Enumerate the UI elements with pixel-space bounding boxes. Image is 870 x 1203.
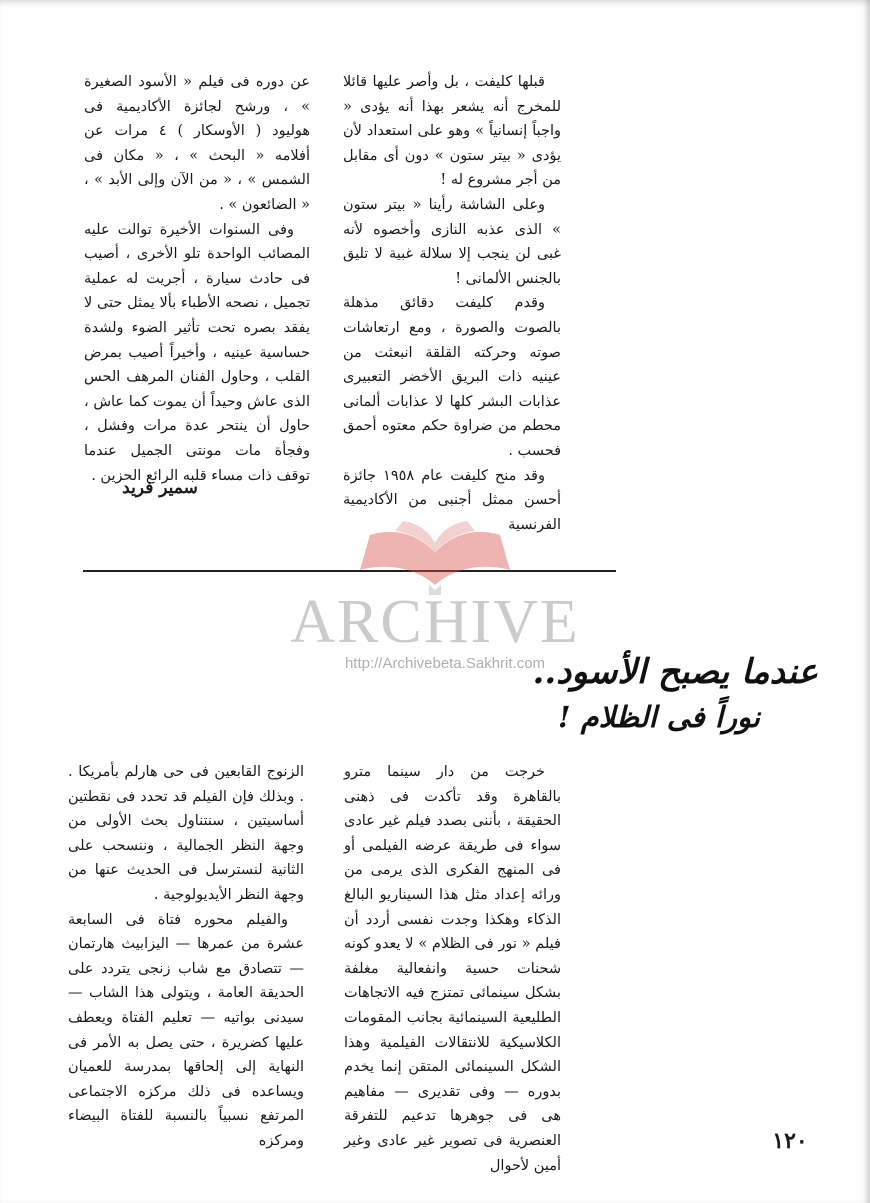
article-right-column (344, 760, 561, 1178)
paragraph: قبلها كليفت ، بل وأصر عليها قائلا للمخرج أنه يشعر بهذا أنه يؤدى « واجباً إنسانياً » وهو على استعداد لأن يؤدى « بيتر ستون » دون أى مقابل من أجر مشروع له ! (343, 74, 561, 189)
article-left-column (68, 760, 304, 1154)
paragraph: وفى السنوات الأخيرة توالت عليه المصائب الواحدة تلو الأخرى ، أصيب فى حادث سيارة ، أجريت له عملية تجميل ، نصحه الأطباء بألا يمثل حتى لا يفقد بصره تحت تأثير الضوء ولشدة حساسية عينيه ، وأخيراً أصيب بمرض القلب ، وحاول الفنان المرهف الحس الذى عاش وحيداً أن يموت كما عاش ، حاول أن ينتحر عدة مرات وفشل ، وفجأة مات مونتى الجميل عندما توقف ذات مساء قلبه الرائع الحزين . (84, 221, 310, 484)
watermark (280, 515, 590, 675)
page-number: ١٢٠ (772, 1128, 808, 1154)
watermark-text: ARCHIVE (290, 588, 580, 656)
watermark-url: http://Archivebeta.Sakhrit.com (344, 655, 546, 672)
paragraph: خرجت من دار سينما مترو بالقاهرة وقد تأكدت فى ذهنى الحقيقة ، بأننى بصدد فيلم غير عادى سواء فى طريقة عرضه الفيلمى أو فى المنهج الفكرى الذى يرمى من ورائه إعداد مثل هذا السيناريو البالغ الذكاء وهكذا وجدت نفسى أردد أن فيلم « نور فى الظلام » لا يعدو كونه شحنات حسية وانفعالية مغلفة بشكل سينمائى تمتزج فيه الاتجاهات الطليعية السينمائية بجانب المقومات الكلاسيكية للانتقالات الفيلمية وهذا الشكل السينمائى المتقن إنما يخدم بدوره — وفى تقديرى — مفاهيم هى فى جوهرها تدعيم للتفرقة العنصرية فى تصوير غير عادى وغير أمين لأحوال (344, 764, 561, 1174)
article-title-line-2: نوراً فى الظلام ! (557, 700, 760, 734)
paragraph: وقدم كليفت دقائق مذهلة بالصوت والصورة ، ومع ارتعاشات صوته وحركته القلقة انبعثت من عينيه ذات البريق الأخضر التعبيرى عذابات البشر كلها لا عذابات ألمانى محطم من ضراوة حكم معتوه أحمق فحسب . (343, 295, 561, 459)
paragraph: والفيلم محوره فتاة فى السابعة عشرة من عمرها — اليزابيث هارتمان — تتصادق مع شاب زنجى يتردد على الحديقة العامة ، ويتولى هذا الشاب — سيدنى بواتيه — تعليم الفتاة ويعطف عليها كضريرة ، حتى يصل به الأمر فى النهاية إلى إلحاقها بمدرسة للعميان ويساعده فى ذلك مركزه الاجتماعى المرتفع نسبياً بالنسبة للفتاة البيضاء ومركزه (68, 911, 304, 1149)
paragraph: وقد منح كليفت عام ١٩٥٨ جائزة أحسن ممثل أجنبى من الأكاديمية الفرنسية (343, 467, 561, 533)
article-title-line-1: عندما يصبح الأسود.. (532, 652, 818, 692)
paragraph: وعلى الشاشة رأينا « بيتر ستون » الذى عذبه النازى وأخصوه لأنه غبى لن ينجب إلا سلالة غبية لا تليق بالجنس الألمانى ! (343, 196, 561, 287)
author-signature: سمير فريد (122, 478, 198, 498)
paragraph: عن دوره فى فيلم « الأسود الصغيرة » ، ورشح لجائزة الأكاديمية فى هوليود ( الأوسكار ) ٤ مرات عن أفلامه « البحث » ، « مكان فى الشمس » ، « من الآن وإلى الأبد » ، « الضائعون » . (84, 74, 311, 213)
article-continuation-left-column (84, 70, 310, 488)
paragraph: الزنوج القابعين فى حى هارلم بأمريكا . . وبذلك فإن الفيلم قد تحدد فى نقطتين أساسيتين ، سنتناول بحث الأولى من وجهة النظر الجمالية ، وننسحب على الثانية لنسترسل فى الحديث عنها من وجهة النظر الأيديولوجية . (68, 764, 304, 903)
article-continuation-right-column (343, 70, 561, 537)
